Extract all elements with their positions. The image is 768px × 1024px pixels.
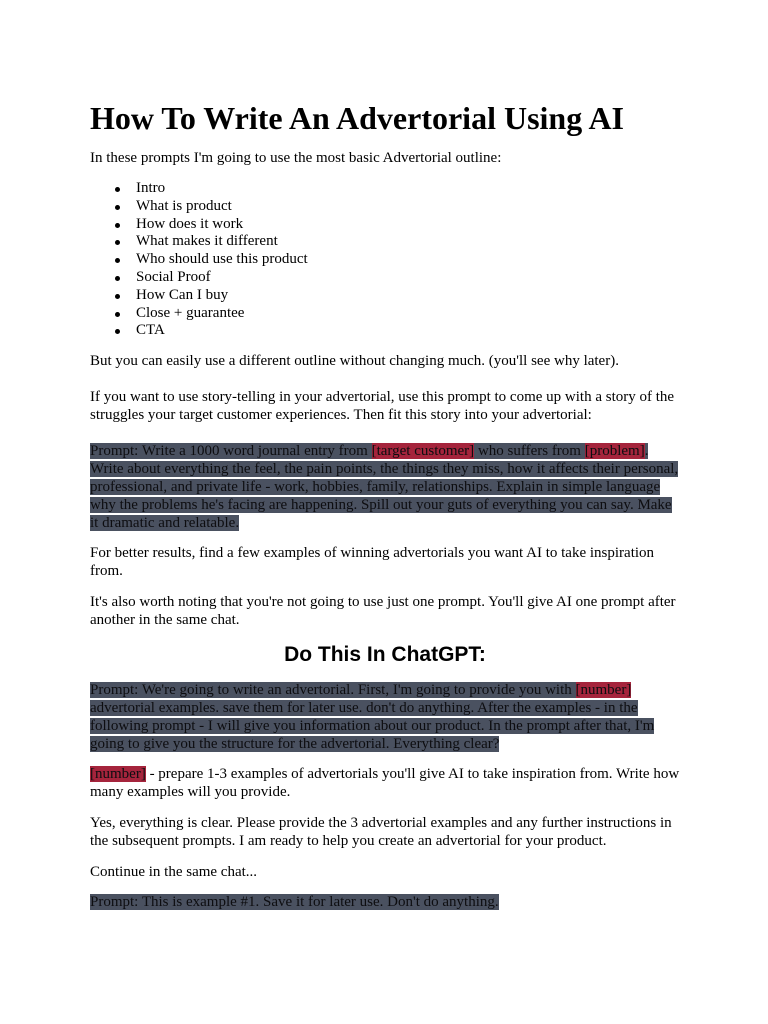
examples-paragraph: For better results, find a few examples of winning advertorials you want AI to take inspiration from.: [90, 545, 655, 579]
placeholder-target-customer: [target customer]: [371, 443, 475, 459]
intro-paragraph: In these prompts I'm going to use the most basic Advertorial outline:: [90, 150, 502, 166]
prompt-journal-entry: [90, 442, 680, 532]
list-item: How does it work: [136, 216, 308, 234]
prompt-highlight: Prompt: This is example #1. Save it for later use. Don't do anything.: [90, 894, 499, 910]
prompt-highlight: [90, 682, 654, 752]
list-item: Close + guarantee: [136, 305, 308, 323]
list-item: CTA: [136, 322, 308, 340]
outline-list: [90, 180, 308, 340]
prompt-example-one: [90, 893, 680, 911]
ai-reply-paragraph: Yes, everything is clear. Please provide the 3 advertorial examples and any further instructions in the subsequent prompts. I am ready to help you create an advertorial for your product.: [90, 815, 672, 849]
placeholder-problem: [problem]: [584, 443, 645, 459]
prompt-advertorial-setup: [90, 681, 680, 753]
list-item: How Can I buy: [136, 287, 308, 305]
section-heading: Do This In ChatGPT:: [284, 643, 486, 666]
story-paragraph: If you want to use story-telling in your advertorial, use this prompt to come up with a story of the struggles your target customer experiences. Then fit this story into your advertorial:: [90, 389, 675, 423]
placeholder-number: [number]: [90, 766, 146, 782]
outline-note-paragraph: But you can easily use a different outline without changing much. (you'll see why later).: [90, 353, 619, 369]
list-item: Social Proof: [136, 269, 308, 287]
prompt-text: advertorial examples. save them for later use. don't do anything. After the examples - in the following prompt - I will give you information about our product. In the prompt after that, I'm going to give you the structure for the advertorial. Everything clear?: [90, 700, 655, 752]
prompt-text: who suffers from: [474, 443, 585, 459]
list-item: What makes it different: [136, 233, 308, 251]
prompt-text: . Write about everything the feel, the pain points, the things they miss, how it affects their personal, professional, and private life - work, hobbies, family, relationships. Explain in simple language why the problems he's facing are happening. Spill out your guts of everything you can say. Make it dramatic and relatable.: [90, 443, 679, 531]
page-title: How To Write An Advertorial Using AI: [90, 100, 624, 136]
number-note-paragraph: [90, 765, 680, 801]
number-note-text: - prepare 1-3 examples of advertorials you'll give AI to take inspiration from. Write how many examples will you provide.: [90, 766, 680, 800]
list-item: Intro: [136, 180, 308, 198]
list-item: Who should use this product: [136, 251, 308, 268]
prompt-text: Prompt: Write a 1000 word journal entry from: [90, 443, 372, 459]
list-item: What is product: [136, 198, 308, 216]
prompt-text: Prompt: We're going to write an advertorial. First, I'm going to provide you with: [90, 682, 576, 698]
prompt-highlight: [90, 443, 678, 531]
continue-paragraph: Continue in the same chat...: [90, 864, 258, 880]
placeholder-number: [number]: [575, 682, 632, 698]
multi-prompt-paragraph: It's also worth noting that you're not going to use just one prompt. You'll give AI one prompt after another in the same chat.: [90, 594, 676, 628]
